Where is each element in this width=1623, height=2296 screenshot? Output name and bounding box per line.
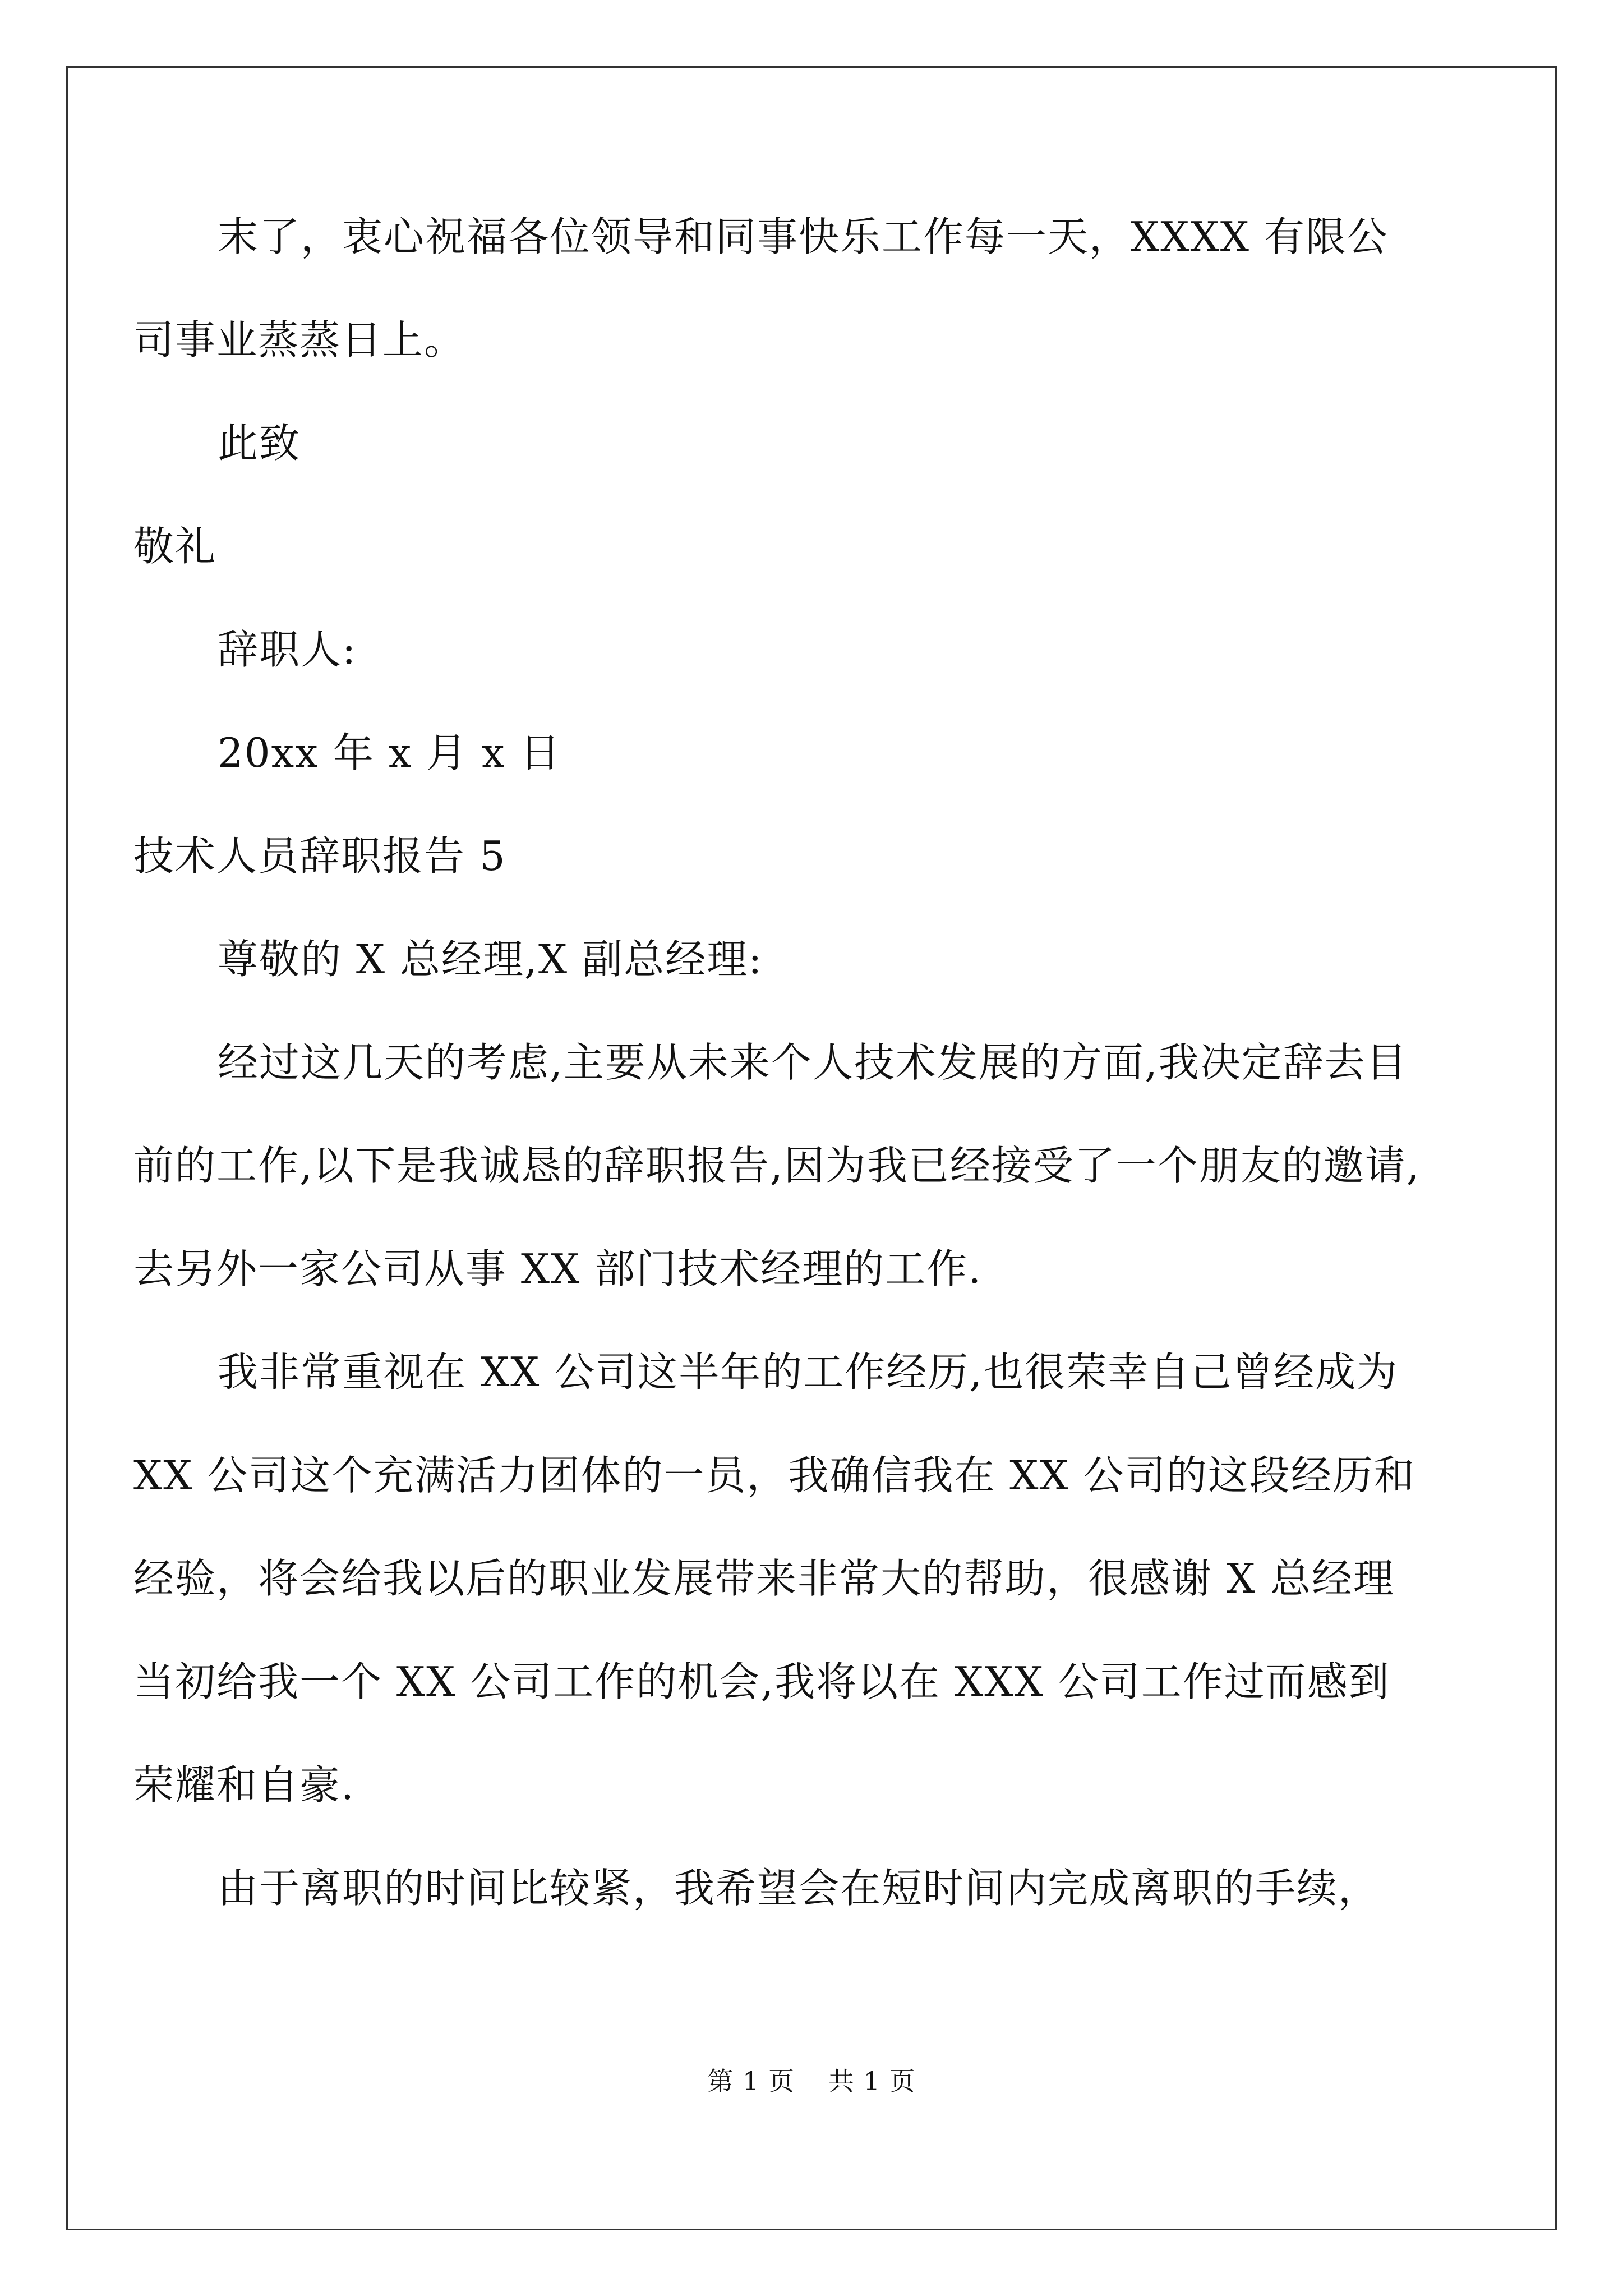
paragraph-decision: 经过这几天的考虑,主要从未来个人技术发展的方面,我决定辞去目前的工作,以下是我诚恳的辞职报告,因为我已经接受了一个朋友的邀请,去另外一家公司从事 XX 部门技术经理的工作. — [133, 1039, 1421, 1292]
paragraph-salutation: 此致 — [218, 420, 301, 467]
paragraph-departure: 由于离职的时间比较紧，我希望会在短时间内完成离职的手续， — [218, 1865, 1380, 1912]
page-total: 共 1 页 — [828, 2066, 916, 2096]
page-footer — [0, 2064, 1623, 2098]
paragraph-closing-wish: 末了，衷心祝福各位领导和同事快乐工作每一天，XXXX 有限公司事业蒸蒸日上。 — [133, 213, 1389, 364]
paragraph-experience: 我非常重视在 XX 公司这半年的工作经历,也很荣幸自己曾经成为 XX 公司这个充满活力团体的一员，我确信我在 XX 公司的这段经历和经验，将会给我以后的职业发展带来非常大的帮助，很感谢 X 总经理当初给我一个 XX 公司工作的机会,我将以在 XXX 公司工作过而感到荣耀和自豪. — [133, 1349, 1415, 1809]
page-number: 第 1 页 — [707, 2066, 795, 2096]
paragraph-greeting: 尊敬的 X 总经理,X 副总经理: — [218, 936, 763, 983]
paragraph-regards: 敬礼 — [133, 523, 217, 570]
section-title: 技术人员辞职报告 5 — [133, 832, 506, 880]
paragraph-date: 20xx 年 x 月 x 日 — [218, 729, 561, 776]
paragraph-signer: 辞职人: — [218, 626, 357, 673]
document-body — [133, 185, 1423, 1940]
